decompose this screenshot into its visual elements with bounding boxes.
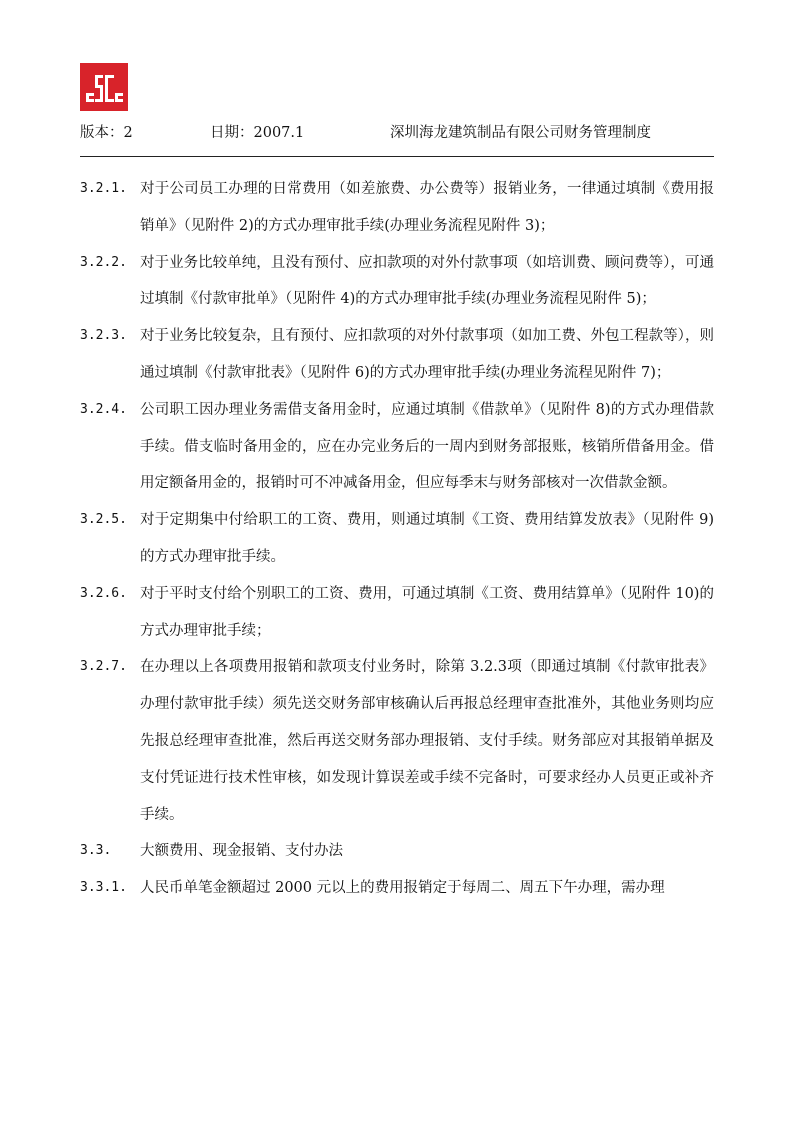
clause-3-3-1	[80, 870, 714, 907]
section-number: 3.3.	[80, 843, 112, 859]
clause-text: 公司职工因办理业务需借支备用金时，应通过填制《借款单》（见附件 8)的方式办理借款手续。借支临时备用金的，应在办完业务后的一周内到财务部报账，核销所借备用金。借用定额备用金的，报销时可不冲减备用金，但应每季末与财务部核对一次借款金额。	[140, 401, 714, 492]
clause-number: 3.3.1.	[80, 880, 127, 896]
clause-3-2-6	[80, 576, 714, 650]
clause-3-2-7	[80, 649, 714, 833]
section-3-3-heading	[80, 833, 714, 870]
document-title: 深圳海龙建筑制品有限公司财务管理制度	[390, 125, 651, 141]
clause-text: 对于公司员工办理的日常费用（如差旅费、办公费等）报销业务，一律通过填制《费用报销单》（见附件 2)的方式办理审批手续(办理业务流程见附件 3)；	[140, 181, 714, 234]
clause-text: 对于定期集中付给职工的工资、费用，则通过填制《工资、费用结算发放表》（见附件 9)的方式办理审批手续。	[140, 512, 714, 565]
company-logo	[80, 63, 128, 111]
header-divider	[80, 156, 714, 157]
clause-number: 3.2.5.	[80, 512, 127, 528]
clause-number: 3.2.6.	[80, 585, 127, 601]
clause-number: 3.2.4.	[80, 401, 127, 417]
section-title: 大额费用、现金报销、支付办法	[140, 843, 343, 860]
clause-number: 3.2.3.	[80, 328, 127, 344]
clause-3-2-3	[80, 318, 714, 392]
version-label: 版本：2	[80, 125, 133, 141]
clause-3-2-1	[80, 171, 714, 245]
clause-number: 3.2.1.	[80, 181, 127, 196]
clause-3-2-4	[80, 392, 714, 502]
clause-text: 对于平时支付给个别职工的工资、费用，可通过填制《工资、费用结算单》（见附件 10)的方式办理审批手续；	[140, 585, 714, 639]
clause-number: 3.2.2.	[80, 254, 127, 270]
clause-text: 对于业务比较单纯，且没有预付、应扣款项的对外付款事项（如培训费、顾问费等），可通过填制《付款审批单》（见附件 4)的方式办理审批手续(办理业务流程见附件 5)；	[140, 254, 714, 308]
clause-3-2-2	[80, 245, 714, 319]
document-header	[80, 121, 714, 143]
clause-text: 对于业务比较复杂，且有预付、应扣款项的对外付款事项（如加工费、外包工程款等），则通过填制《付款审批表》（见附件 6)的方式办理审批手续(办理业务流程见附件 7)；	[140, 328, 714, 381]
clause-text: 在办理以上各项费用报销和款项支付业务时，除第 3.2.3项（即通过填制《付款审批表》办理付款审批手续）须先送交财务部审核确认后再报总经理审查批准外，其他业务则均应先报总经理审查批准，然后再送交财务部办理报销、支付手续。财务部应对其报销单据及支付凭证进行技术性审核，如发现计算误差或手续不完备时，可要求经办人员更正或补齐手续。	[140, 659, 714, 823]
clause-text: 人民币单笔金额超过 2000 元以上的费用报销定于每周二、周五下午办理，需办理	[140, 880, 665, 897]
clause-number: 3.2.7.	[80, 659, 127, 675]
document-body	[80, 171, 714, 907]
date-label: 日期：2007.1	[210, 125, 305, 141]
clause-3-2-5	[80, 502, 714, 576]
